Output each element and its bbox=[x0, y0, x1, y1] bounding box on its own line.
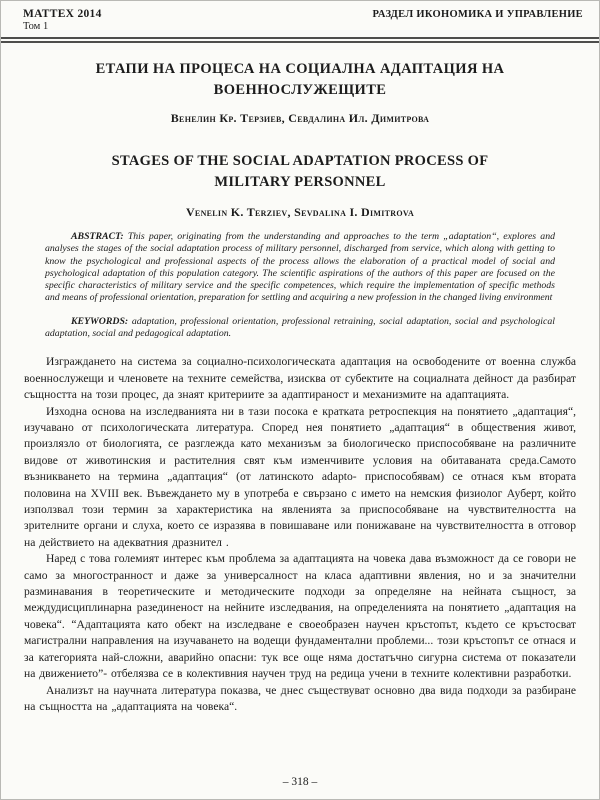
abstract-paragraph bbox=[45, 231, 555, 305]
keywords-paragraph bbox=[45, 316, 555, 341]
body-paragraph-4: Анализът на научната литература показва, че днес съществуват основно два вида подходи за разбиране на същността на „адаптацията на човека“. bbox=[24, 683, 576, 713]
article-body bbox=[24, 354, 576, 715]
authors-english: Venelin K. Terziev, Sevdalina I. Dimitrova bbox=[185, 205, 415, 219]
keywords-text: adaptation, professional orientation, professional retraining, social adaptation, social and psychological adaptation, social and pedagogical adaptation. bbox=[45, 315, 555, 340]
header-left bbox=[23, 8, 102, 33]
abstract-text: This paper, originating from the understanding and approaches to the term „adaptation“, explores and analyses the stages of the social adaptation process of military personnel, discharged from service, which along with getting to know the psychological and professional aspects of the process allows the elaboration of a practical model of social and psychological adaptation of this population category. The scientific aspirations of the authors of this paper are focused on the specific characteristics of military service and the specific competences, which require the implementation of specific methods and means of professional orientation, preparation for settling and acquiring a new profession in the changed living environment bbox=[45, 231, 555, 304]
page-header bbox=[1, 1, 599, 33]
volume-label: Том 1 bbox=[23, 21, 49, 32]
body-paragraph-3: Наред с това големият интерес към проблема за адаптацията на човека дава възможност да се говори не само за многостранност и даже за универсалност на класа адаптивни явления, но и за значителни разминавания в теоретическите и методическите подходи за определяне на нейната същност, за междудисциплинарна разединеност на нейните изследвания, на определенията на понятието „адаптация на човека“. “Адаптацията като обект на изследване е своеобразен научен кръстопът, където се кръстосват магистрални направления на изучаването на водещи фундаментални проблеми... този кръстопът се отнася и за категорията най-сложни, аварийно опасни: тук все още няма достатъчно сигурна система от показатели на движението”- отбелязва се в колективния научен труд на редица учени в техните колективни разработки. bbox=[24, 552, 576, 681]
article-title-english: STAGES OF THE SOCIAL ADAPTATION PROCESS OF MILITARY PERSONNEL bbox=[111, 153, 489, 190]
conference-title: МАТТЕХ 2014 bbox=[23, 8, 102, 20]
header-divider bbox=[1, 37, 599, 43]
body-paragraph-1: Изграждането на система за социално-психологическата адаптация на освободените от военна служба военнослужещи и членовете на техните семейства, изисква от субектите на социалната дейност да разбират същността на този процес, да знаят критериите за адаптираност и механизмите на адаптацията. bbox=[24, 355, 576, 402]
keywords-label: KEYWORDS: bbox=[71, 315, 129, 327]
abstract-label: ABSTRACT: bbox=[71, 231, 124, 242]
page-number: – 318 – bbox=[282, 776, 318, 788]
authors-bulgarian: Венелин Кр. Терзиев, Севдалина Ил. Димитрова bbox=[170, 111, 430, 125]
body-paragraph-2: Изходна основа на изследванията ни в тази посока е кратката ретроспекция на понятието „адаптация“, изучавано от психологическата литература. Според нея понятието „адаптация“ в обществения живот, произлязло от биологията, се разглежда като механизъм за биологическо приспособяване на различните видове от животинския и растителния свят към изменчивите условия на обитаваната среда.Самото възникването на термина „адаптация“ (от латинското adapto- приспособявам) се отнася към втората половина на XVIII век. Въвеждането му в употреба е свързано с името на немския физиолог Ауберт, който използвал този термин за характеристика на явленията за приспособяване на чувствителността на зрителните органи и слуха, което се изразява в повишаване или понижаване на чувствителността в отговор на действието на адекватния дразнител . bbox=[24, 404, 576, 549]
article-title-bulgarian: ЕТАПИ НА ПРОЦЕСА НА СОЦИАЛНА АДАПТАЦИЯ НА ВОЕННОСЛУЖЕЩИТЕ bbox=[95, 61, 505, 98]
section-title: РАЗДЕЛ ИКОНОМИКА И УПРАВЛЕНИЕ bbox=[372, 9, 583, 20]
